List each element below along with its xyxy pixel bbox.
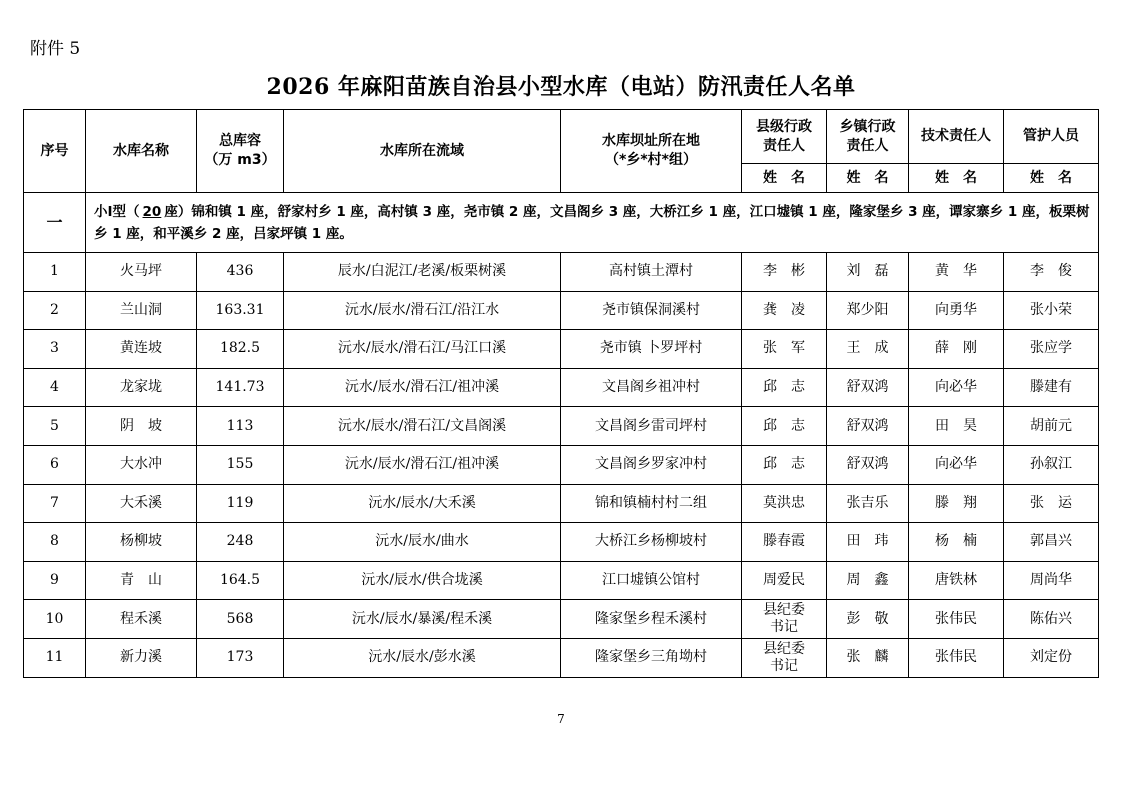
cell-capacity: 163.31 bbox=[197, 291, 284, 330]
section-prefix: 小Ⅰ型（ bbox=[94, 203, 140, 220]
cell-county: 周爱民 bbox=[742, 561, 827, 600]
cell-county: 邱 志 bbox=[742, 445, 827, 484]
cell-town: 舒双鸿 bbox=[827, 407, 909, 446]
cell-basin: 沅水/辰水/滑石江/祖冲溪 bbox=[284, 368, 561, 407]
cell-capacity: 119 bbox=[197, 484, 284, 523]
cell-tech: 杨 楠 bbox=[909, 523, 1004, 562]
cell-no: 6 bbox=[24, 445, 86, 484]
section-summary bbox=[86, 193, 1099, 253]
table-row bbox=[24, 330, 1099, 369]
cell-basin: 沅水/辰水/大禾溪 bbox=[284, 484, 561, 523]
cell-keeper: 张 运 bbox=[1004, 484, 1099, 523]
cell-town: 刘 磊 bbox=[827, 253, 909, 292]
cell-county: 县纪委 书记 bbox=[742, 638, 827, 677]
cell-capacity: 141.73 bbox=[197, 368, 284, 407]
cell-county: 龚 凌 bbox=[742, 291, 827, 330]
header-tech: 技术责任人 bbox=[909, 110, 1004, 164]
cell-capacity: 155 bbox=[197, 445, 284, 484]
cell-no: 11 bbox=[24, 638, 86, 677]
cell-no: 7 bbox=[24, 484, 86, 523]
cell-name: 阴 坡 bbox=[86, 407, 197, 446]
cell-name: 兰山洞 bbox=[86, 291, 197, 330]
cell-location: 文昌阁乡祖冲村 bbox=[561, 368, 742, 407]
section-number: 一 bbox=[24, 193, 86, 253]
cell-capacity: 248 bbox=[197, 523, 284, 562]
cell-no: 3 bbox=[24, 330, 86, 369]
cell-name: 火马坪 bbox=[86, 253, 197, 292]
cell-keeper: 滕建有 bbox=[1004, 368, 1099, 407]
cell-location: 隆家堡乡三角坳村 bbox=[561, 638, 742, 677]
header-no: 序号 bbox=[24, 110, 86, 193]
cell-tech: 向必华 bbox=[909, 368, 1004, 407]
cell-town: 周 鑫 bbox=[827, 561, 909, 600]
cell-town: 张 麟 bbox=[827, 638, 909, 677]
attachment-label: 附件 5 bbox=[30, 39, 81, 59]
cell-name: 程禾溪 bbox=[86, 600, 197, 639]
cell-tech: 向勇华 bbox=[909, 291, 1004, 330]
cell-tech: 薛 刚 bbox=[909, 330, 1004, 369]
responsibility-table bbox=[23, 109, 1099, 678]
cell-keeper: 孙叙江 bbox=[1004, 445, 1099, 484]
cell-capacity: 113 bbox=[197, 407, 284, 446]
cell-name: 杨柳坡 bbox=[86, 523, 197, 562]
cell-tech: 黄 华 bbox=[909, 253, 1004, 292]
cell-location: 锦和镇楠村村二组 bbox=[561, 484, 742, 523]
cell-keeper: 刘定份 bbox=[1004, 638, 1099, 677]
cell-basin: 沅水/辰水/滑石江/祖冲溪 bbox=[284, 445, 561, 484]
table-row bbox=[24, 638, 1099, 677]
cell-county: 县纪委 书记 bbox=[742, 600, 827, 639]
cell-county: 李 彬 bbox=[742, 253, 827, 292]
header-location: 水库坝址所在地 （*乡*村*组） bbox=[561, 110, 742, 193]
cell-no: 10 bbox=[24, 600, 86, 639]
cell-no: 2 bbox=[24, 291, 86, 330]
cell-keeper: 陈佑兴 bbox=[1004, 600, 1099, 639]
cell-basin: 沅水/辰水/曲水 bbox=[284, 523, 561, 562]
cell-basin: 沅水/辰水/滑石江/沿江水 bbox=[284, 291, 561, 330]
cell-keeper: 李 俊 bbox=[1004, 253, 1099, 292]
header-county: 县级行政 责任人 bbox=[742, 110, 827, 164]
section-count: 20 bbox=[142, 203, 162, 220]
cell-town: 彭 敬 bbox=[827, 600, 909, 639]
cell-no: 1 bbox=[24, 253, 86, 292]
cell-no: 4 bbox=[24, 368, 86, 407]
cell-basin: 沅水/辰水/暴溪/程禾溪 bbox=[284, 600, 561, 639]
cell-location: 江口墟镇公馆村 bbox=[561, 561, 742, 600]
cell-town: 田 玮 bbox=[827, 523, 909, 562]
cell-town: 郑少阳 bbox=[827, 291, 909, 330]
cell-no: 8 bbox=[24, 523, 86, 562]
cell-town: 王 成 bbox=[827, 330, 909, 369]
cell-tech: 唐铁林 bbox=[909, 561, 1004, 600]
cell-tech: 滕 翔 bbox=[909, 484, 1004, 523]
page-title: 2026 年麻阳苗族自治县小型水库（电站）防汛责任人名单 bbox=[266, 74, 856, 100]
cell-location: 文昌阁乡雷司坪村 bbox=[561, 407, 742, 446]
header-basin: 水库所在流域 bbox=[284, 110, 561, 193]
cell-county: 滕春霞 bbox=[742, 523, 827, 562]
header-town-name: 姓 名 bbox=[827, 164, 909, 193]
cell-location: 尧市镇 卜罗坪村 bbox=[561, 330, 742, 369]
cell-county: 莫洪忠 bbox=[742, 484, 827, 523]
cell-basin: 沅水/辰水/滑石江/马江口溪 bbox=[284, 330, 561, 369]
cell-tech: 张伟民 bbox=[909, 638, 1004, 677]
cell-name: 龙家垅 bbox=[86, 368, 197, 407]
cell-no: 9 bbox=[24, 561, 86, 600]
cell-keeper: 胡前元 bbox=[1004, 407, 1099, 446]
table-row bbox=[24, 407, 1099, 446]
cell-county: 邱 志 bbox=[742, 368, 827, 407]
cell-town: 张吉乐 bbox=[827, 484, 909, 523]
cell-tech: 向必华 bbox=[909, 445, 1004, 484]
cell-county: 张 军 bbox=[742, 330, 827, 369]
header-capacity: 总库容 （万 m3） bbox=[197, 110, 284, 193]
table-row bbox=[24, 561, 1099, 600]
cell-basin: 沅水/辰水/滑石江/文昌阁溪 bbox=[284, 407, 561, 446]
cell-capacity: 568 bbox=[197, 600, 284, 639]
cell-capacity: 436 bbox=[197, 253, 284, 292]
cell-location: 隆家堡乡程禾溪村 bbox=[561, 600, 742, 639]
cell-keeper: 郭昌兴 bbox=[1004, 523, 1099, 562]
header-name: 水库名称 bbox=[86, 110, 197, 193]
cell-county: 邱 志 bbox=[742, 407, 827, 446]
table-row bbox=[24, 523, 1099, 562]
cell-town: 舒双鸿 bbox=[827, 445, 909, 484]
cell-keeper: 周尚华 bbox=[1004, 561, 1099, 600]
table-row bbox=[24, 291, 1099, 330]
cell-tech: 张伟民 bbox=[909, 600, 1004, 639]
cell-basin: 辰水/白泥江/老溪/板栗树溪 bbox=[284, 253, 561, 292]
cell-basin: 沅水/辰水/彭水溪 bbox=[284, 638, 561, 677]
table-row bbox=[24, 445, 1099, 484]
table-row bbox=[24, 600, 1099, 639]
table-row bbox=[24, 484, 1099, 523]
cell-location: 大桥江乡杨柳坡村 bbox=[561, 523, 742, 562]
cell-capacity: 164.5 bbox=[197, 561, 284, 600]
page-number: 7 bbox=[557, 712, 565, 726]
section-suffix: 座）锦和镇 1 座，舒家村乡 1 座，高村镇 3 座，尧市镇 2 座，文昌阁乡 3 座，大桥江乡 1 座，江口墟镇 1 座，隆家堡乡 3 座，谭家寨乡 1 座，板栗树乡 1 座，和平溪乡 2 座，吕家坪镇 1 座。 bbox=[94, 203, 1090, 242]
table-row bbox=[24, 253, 1099, 292]
header-keeper-name: 姓 名 bbox=[1004, 164, 1099, 193]
cell-name: 大禾溪 bbox=[86, 484, 197, 523]
cell-town: 舒双鸿 bbox=[827, 368, 909, 407]
cell-capacity: 173 bbox=[197, 638, 284, 677]
header-town: 乡镇行政 责任人 bbox=[827, 110, 909, 164]
header-county-name: 姓 名 bbox=[742, 164, 827, 193]
cell-location: 尧市镇保洞溪村 bbox=[561, 291, 742, 330]
cell-name: 黄连坡 bbox=[86, 330, 197, 369]
cell-name: 青 山 bbox=[86, 561, 197, 600]
cell-no: 5 bbox=[24, 407, 86, 446]
cell-keeper: 张应学 bbox=[1004, 330, 1099, 369]
header-keeper: 管护人员 bbox=[1004, 110, 1099, 164]
cell-name: 大水冲 bbox=[86, 445, 197, 484]
cell-name: 新力溪 bbox=[86, 638, 197, 677]
cell-basin: 沅水/辰水/供合垅溪 bbox=[284, 561, 561, 600]
cell-keeper: 张小荣 bbox=[1004, 291, 1099, 330]
cell-location: 文昌阁乡罗家冲村 bbox=[561, 445, 742, 484]
header-tech-name: 姓 名 bbox=[909, 164, 1004, 193]
table-row bbox=[24, 368, 1099, 407]
cell-location: 高村镇土潭村 bbox=[561, 253, 742, 292]
cell-capacity: 182.5 bbox=[197, 330, 284, 369]
cell-tech: 田 昊 bbox=[909, 407, 1004, 446]
